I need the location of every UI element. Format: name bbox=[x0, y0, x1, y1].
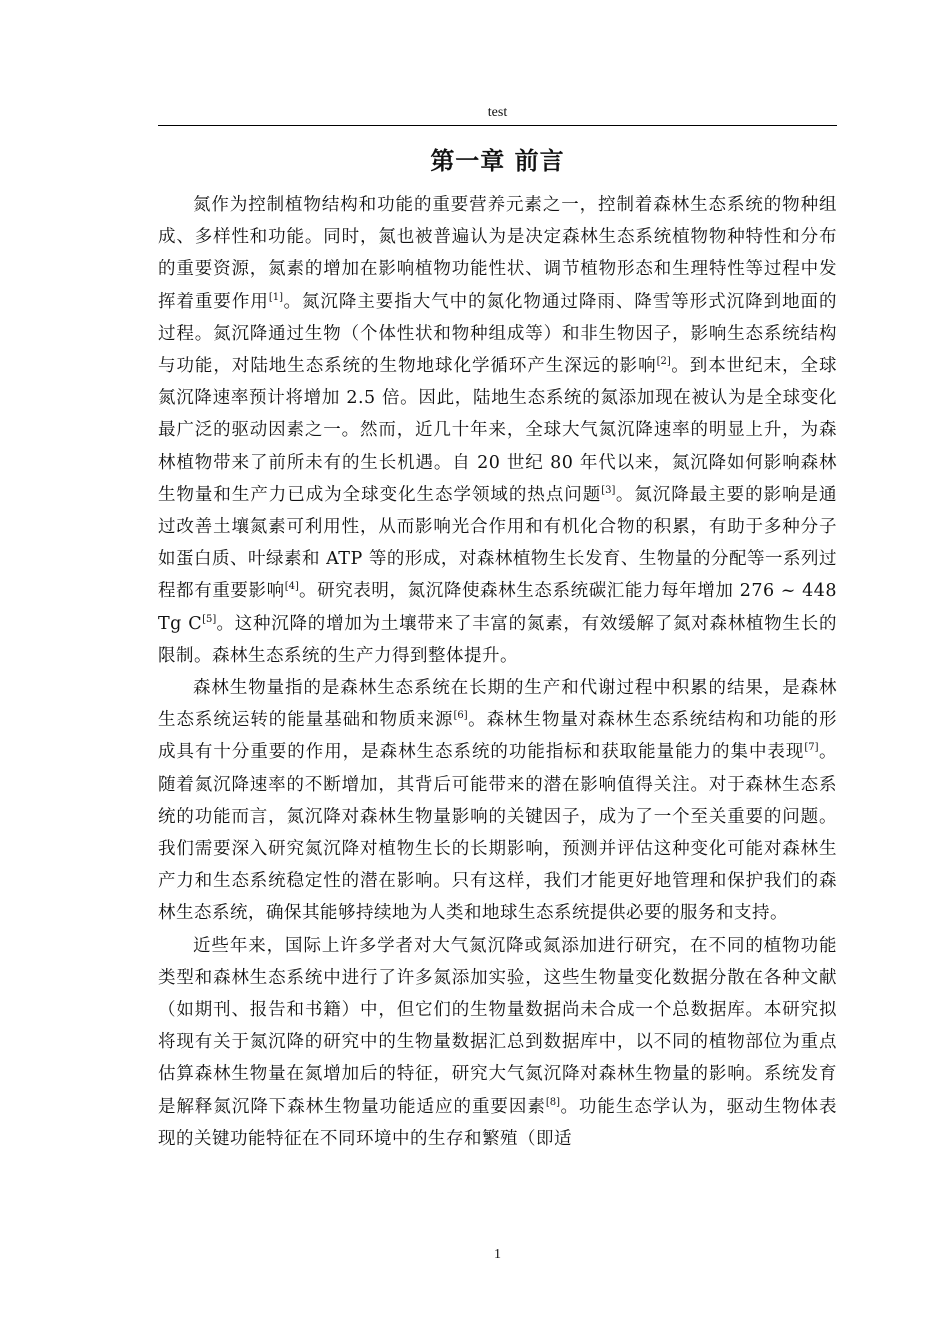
text-run: 。到本世纪末，全球氮沉降速率预计将增加 2.5 倍。因此，陆地生态系统的氮添加现在被认为是全球变化最广泛的驱动因素之一。然而，近几十年来，全球大气氮沉降速率的明显上升，为森林植物带来了前所未有的生长机遇。自 20 世纪 80 年代以来，氮沉降如何影响森林生物量和生产力已成为全球变化生态学领域的热点问题 bbox=[158, 356, 838, 505]
citation: [2] bbox=[656, 356, 671, 368]
paragraph-1 bbox=[158, 189, 837, 672]
text-run: 。研究表明，氮沉降使森林生态系统碳汇能力每年增加 276 ~ 448 Tg C bbox=[158, 581, 837, 634]
body-text bbox=[158, 189, 837, 1155]
header-rule bbox=[158, 125, 837, 126]
citation: [5] bbox=[202, 613, 217, 625]
citation: [1] bbox=[268, 291, 283, 303]
text-run: 。森林生物量对森林生态系统结构和功能的形成具有十分重要的作用，是森林生态系统的功能指标和获取能量能力的集中表现 bbox=[158, 710, 838, 763]
chapter-title: 第一章 前言 bbox=[430, 147, 565, 175]
citation: [8] bbox=[545, 1096, 560, 1108]
citation: [7] bbox=[804, 742, 819, 754]
text-run: 。这种沉降的增加为土壤带来了丰富的氮素，有效缓解了氮对森林植物生长的限制。森林生态系统的生产力得到整体提升。 bbox=[158, 613, 838, 666]
text-run: 氮作为控制植物结构和功能的重要营养元素之一，控制着森林生态系统的物种组成、多样性和功能。同时，氮也被普遍认为是决定森林生态系统植物物种特性和分布的重要资源，氮素的增加在影响植物功能性状、调节植物形态和生理特性等过程中发挥着重要作用 bbox=[158, 195, 837, 312]
text-run: 。氮沉降最主要的影响是通过改善土壤氮素可利用性，从而影响光合作用和有机化合物的积累，有助于多种分子如蛋白质、叶绿素和 ATP 等的形成，对森林植物生长发育、生物量的分配等一系列过程都有重要影响 bbox=[158, 484, 837, 602]
text-run: 。随着氮沉降速率的不断增加，其背后可能带来的潜在影响值得关注。对于森林生态系统的功能而言，氮沉降对森林生物量影响的关键因子，成为了一个至关重要的问题。我们需要深入研究氮沉降对植物生长的长期影响，预测并评估这种变化可能对森林生产力和生态系统稳定性的潜在影响。只有这样，我们才能更好地管理和保护我们的森林生态系统，确保其能够持续地为人类和地球生态系统提供必要的服务和支持。 bbox=[158, 742, 837, 924]
text-run: 森林生物量指的是森林生态系统在长期的生产和代谢过程中积累的结果，是森林生态系统运转的能量基础和物质来源 bbox=[158, 678, 837, 731]
text-run: 。功能生态学认为，驱动生物体表现的关键功能特征在不同环境中的生存和繁殖（即适 bbox=[158, 1096, 838, 1149]
page-number: 1 bbox=[494, 1247, 501, 1262]
citation: [6] bbox=[453, 710, 468, 722]
citation: [4] bbox=[284, 581, 299, 593]
page-header: test bbox=[487, 105, 508, 120]
text-run: 。氮沉降主要指大气中的氮化物通过降雨、降雪等形式沉降到地面的过程。氮沉降通过生物（个体性状和物种组成等）和非生物因子，影响生态系统结构与功能，对陆地生态系统的生物地球化学循环产生深远的影响 bbox=[158, 291, 838, 377]
paragraph-2 bbox=[158, 672, 837, 930]
citation: [3] bbox=[601, 484, 616, 496]
paragraph-3 bbox=[158, 930, 837, 1155]
text-run: 近些年来，国际上许多学者对大气氮沉降或氮添加进行研究，在不同的植物功能类型和森林生态系统中进行了许多氮添加实验，这些生物量变化数据分散在各种文献（如期刊、报告和书籍）中，但它们的生物量数据尚未合成一个总数据库。本研究拟将现有关于氮沉降的研究中的生物量数据汇总到数据库中，以不同的植物部位为重点估算森林生物量在氮增加后的特征，研究大气氮沉降对森林生物量的影响。系统发育是解释氮沉降下森林生物量功能适应的重要因素 bbox=[158, 935, 837, 1117]
